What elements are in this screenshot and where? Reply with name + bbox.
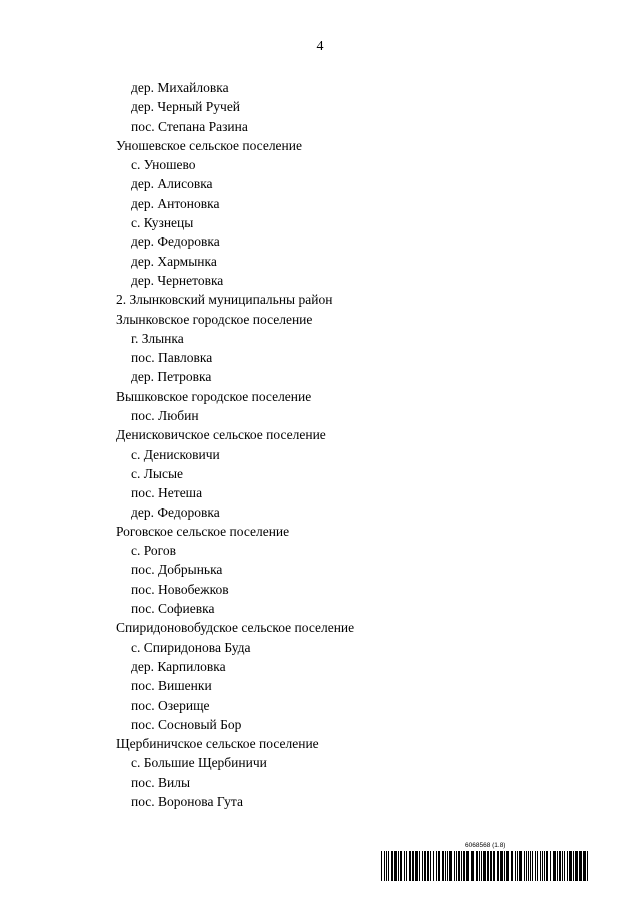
barcode-number: 6068568 (1.8)	[465, 842, 506, 849]
settlement-item: пос. Нетеша	[131, 485, 203, 501]
settlement-list	[116, 78, 354, 811]
settlement-item: дер. Михайловка	[131, 80, 229, 95]
section-heading: Вышковское городское поселение	[116, 388, 312, 404]
settlement-item: с. Кузнецы	[131, 215, 194, 231]
section-heading: Уношевское сельское поселение	[116, 137, 302, 153]
barcode-icon	[381, 851, 591, 881]
section-heading: 2. Злынковский муниципальны район	[116, 292, 333, 308]
settlement-item: дер. Антоновка	[131, 195, 220, 211]
settlement-item: пос. Павловка	[131, 350, 213, 366]
settlement-item: пос. Вишенки	[131, 678, 212, 694]
settlement-item: с. Лысые	[131, 465, 184, 481]
settlement-item: г. Злынка	[131, 330, 184, 346]
settlement-item: пос. Степана Разина	[131, 118, 248, 134]
section-heading: Денисковичское сельское поселение	[116, 427, 326, 443]
settlement-item: пос. Вилы	[131, 774, 191, 790]
settlement-item: дер. Хармынка	[131, 253, 217, 269]
settlement-item: дер. Чернетовка	[131, 272, 224, 288]
settlement-item: с. Уношево	[131, 157, 196, 173]
settlement-item: дер. Алисовка	[131, 176, 213, 192]
section-heading: Роговское сельское поселение	[116, 523, 290, 539]
settlement-item: с. Большие Щербиничи	[131, 755, 267, 771]
section-heading: Злынковское городское поселение	[116, 311, 313, 327]
settlement-item: дер. Карпиловка	[131, 658, 226, 674]
settlement-item: пос. Сосновый Бор	[131, 716, 242, 732]
settlement-item: пос. Новобежков	[131, 581, 229, 597]
settlement-item: дер. Федоровка	[131, 234, 220, 250]
settlement-item: дер. Федоровка	[131, 504, 220, 520]
settlement-item: с. Денисковичи	[131, 446, 220, 462]
settlement-item: пос. Воронова Гута	[131, 793, 243, 809]
settlement-item: дер. Черный Ручей	[131, 99, 241, 115]
settlement-item: пос. Любин	[131, 408, 199, 424]
section-heading: Спиридоновобудское сельское поселение	[116, 620, 355, 636]
settlement-item: дер. Петровка	[131, 369, 212, 385]
page-number: 4	[316, 39, 324, 54]
settlement-item: пос. Софиевка	[131, 601, 215, 617]
settlement-item: пос. Добрынька	[131, 562, 223, 578]
settlement-item: пос. Озерище	[131, 697, 210, 713]
settlement-item: с. Спиридонова Буда	[131, 639, 251, 655]
settlement-item: с. Рогов	[131, 543, 176, 559]
section-heading: Щербиничское сельское поселение	[116, 736, 319, 752]
